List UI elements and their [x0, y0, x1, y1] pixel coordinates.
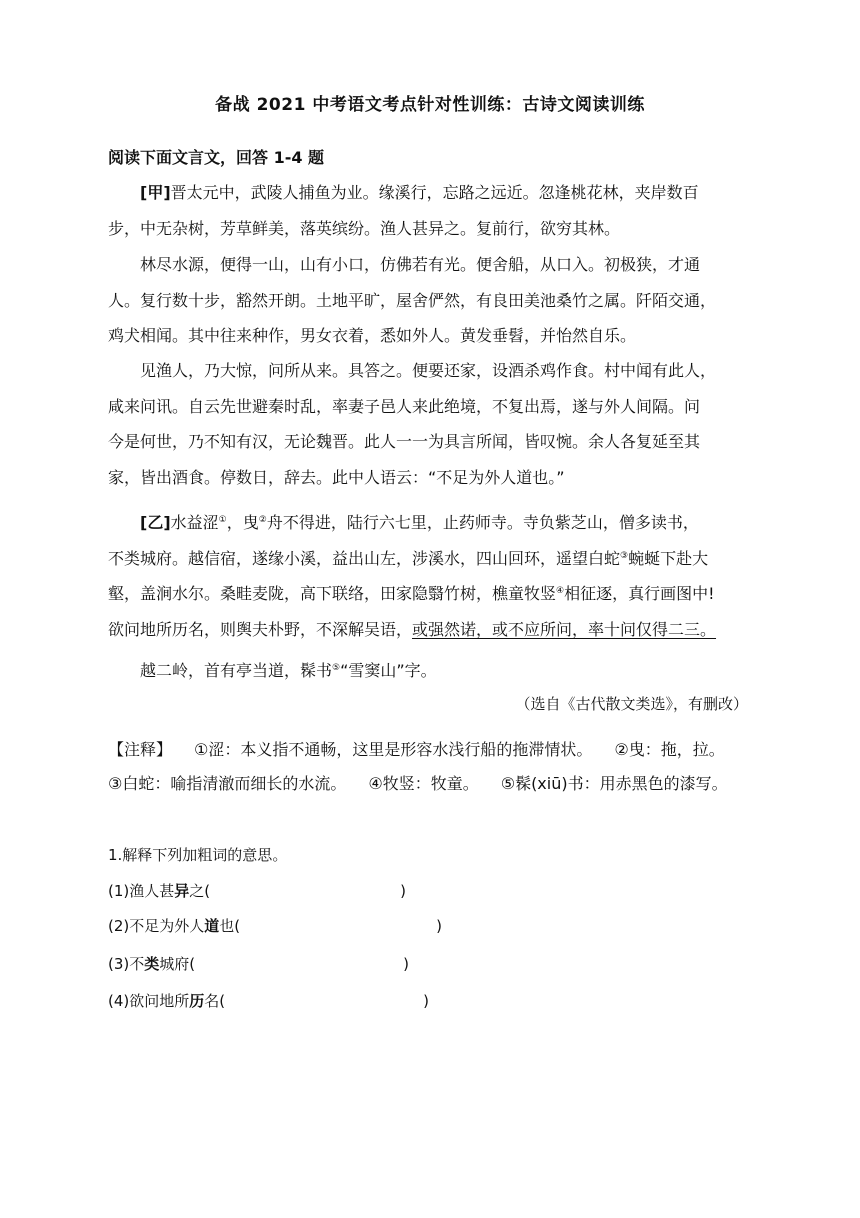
passage-text: ，曳 [226, 513, 259, 532]
bold-word: 类 [144, 955, 160, 973]
passage-text-line: 鸡犬相闻。其中往来种作，男女衣着，悉如外人。黄发垂髫，并怡然自乐。 [108, 326, 637, 345]
passage-text: 越二岭，首有亭当道，髹书 [140, 661, 333, 680]
footnote-marker: ③ [620, 550, 629, 561]
note-item: ①涩：本义指不通畅，这里是形容水浅行船的拖滞情状。 [194, 740, 593, 759]
passage-text-line: 人。复行数十步，豁然开朗。土地平旷，屋舍俨然，有良田美池桑竹之属。阡陌交通， [108, 290, 717, 310]
bold-word: 道 [204, 917, 220, 935]
note-item: ③白蛇：喻指清澈而细长的水流。 [108, 774, 347, 793]
footnote-marker: ⑤ [332, 663, 341, 673]
passage-text-line: 晋太元中，武陵人捕鱼为业。缘溪行，忘路之远近。忽逢桃花林，夹岸数百 [170, 183, 699, 202]
question-1-item [108, 953, 409, 974]
passage-a-label: [甲] [140, 183, 171, 202]
passage-b-label: [乙] [140, 513, 171, 532]
passage-a-paragraph-2 [108, 247, 753, 354]
item-text: ) [423, 992, 429, 1010]
notes-label: 【注释】 [108, 740, 173, 759]
annotations [108, 733, 768, 801]
question-1-item [108, 990, 429, 1011]
question-1-stem: 1.解释下列加粗词的意思。 [108, 846, 288, 864]
passage-text-line: 家，皆出酒食。停数日，辞去。此中人语云：“不足为外人道也。” [108, 467, 565, 487]
item-text: ) [436, 917, 442, 935]
item-text: 名( [204, 992, 226, 1010]
item-text: (1)渔人甚 [108, 882, 175, 900]
passage-text-line: 步，中无杂树，芳草鲜美，落英缤纷。渔人甚异之。复前行，欲穷其林。 [108, 218, 621, 238]
passage-text: 不类城府。越信宿，遂缘小溪，益出山左，涉溪水，四山回环，遥望白蛇 [108, 548, 621, 568]
footnote-marker: ① [218, 515, 227, 525]
passage-a-paragraph-1 [108, 175, 753, 246]
passage-a-paragraph-3 [108, 353, 753, 495]
bold-word: 异 [174, 882, 190, 900]
underlined-sentence: 或强然诺，或不应所问，率十问仅得二三。 [412, 619, 717, 639]
note-item: ④牧竖：牧童。 [368, 774, 479, 793]
passage-text: 水益涩 [170, 513, 219, 532]
note-item: ⑤髹(xiū)书：用赤黑色的漆写。 [500, 774, 728, 793]
item-text: 之( [189, 882, 211, 900]
item-text: 也( [219, 917, 241, 935]
reading-instruction: 阅读下面文言文，回答 1-4 题 [108, 148, 325, 167]
item-text: (3)不 [108, 955, 145, 973]
passage-b-paragraph-2 [108, 653, 753, 689]
passage-b-paragraph-1 [108, 505, 753, 647]
footnote-marker: ④ [556, 586, 565, 596]
passage-text: 欲问地所历名，则舆夫朴野，不深解吴语， [108, 619, 413, 639]
passage-text: 壑，盖涧水尔。桑畦麦陇，高下联络，田家隐翳竹树，樵童牧竖 [108, 584, 557, 603]
question-1-item [108, 880, 406, 901]
document-title: 备战 2021 中考语文考点针对性训练：古诗文阅读训练 [215, 95, 645, 115]
passage-text: “雪窦山”字。 [340, 661, 437, 680]
item-text: (4)欲问地所 [108, 992, 190, 1010]
passage-text-line: 今是何世，乃不知有汉，无论魏晋。此人一一为具言所闻，皆叹惋。余人各复延至其 [108, 432, 701, 451]
item-text: ) [400, 882, 406, 900]
passage-text-line: 见渔人，乃大惊，问所从来。具答之。便要还家，设酒杀鸡作食。村中闻有此人， [140, 361, 717, 380]
item-text: ) [403, 955, 409, 973]
passage-text-line: 林尽水源，便得一山，山有小口，仿佛若有光。便舍船，从口入。初极狭，才通 [140, 255, 701, 274]
passage-text: 相征逐，真行画图中! [564, 584, 715, 603]
passage-text-line: 咸来问讯。自云先世避秦时乱，率妻子邑人来此绝境，不复出焉，遂与外人间隔。问 [108, 396, 701, 416]
passage-text: 蜿蜒下赴大 [628, 548, 709, 568]
item-text: 城府( [159, 955, 196, 973]
footnote-marker: ② [258, 515, 267, 525]
item-text: (2)不足为外人 [108, 917, 205, 935]
source-citation: （选自《古代散文类选》，有删改） [515, 695, 748, 713]
note-item: ②曳：拖，拉。 [614, 740, 725, 759]
passage-text: 舟不得进，陆行六七里，止药师寺。寺负紫芝山，僧多读书， [266, 513, 699, 532]
question-1-item [108, 915, 442, 936]
bold-word: 历 [189, 992, 205, 1010]
